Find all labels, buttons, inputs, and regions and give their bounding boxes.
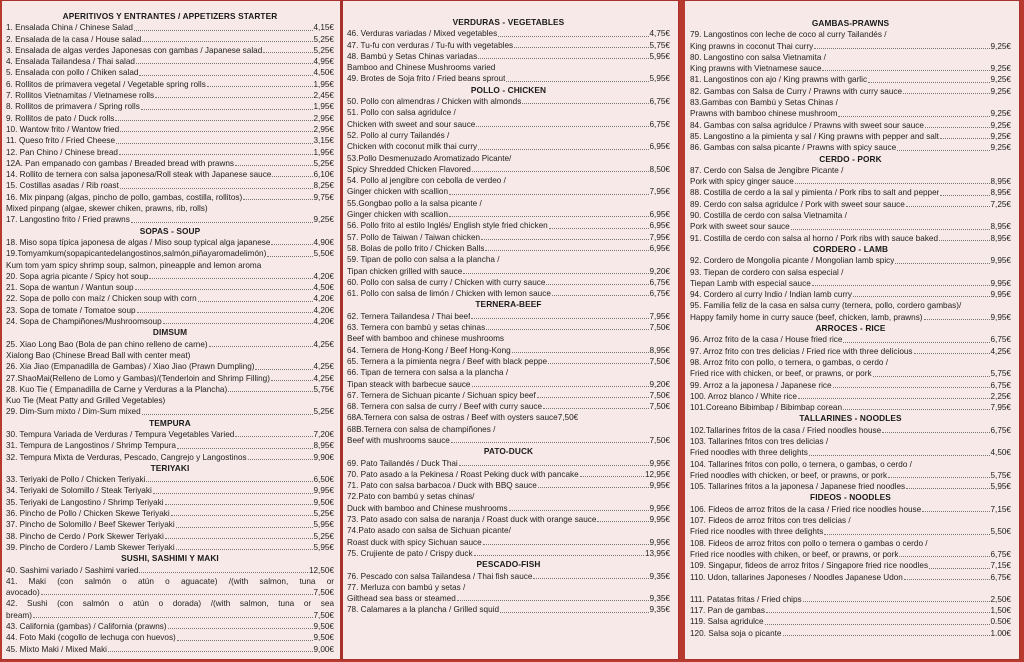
menu-item: 119. Salsa agridulce 0.50€ [690, 617, 1011, 627]
menu-item: 1. Ensalada China / Chinese Salad 4,15€ [6, 23, 334, 33]
menu-item: 8. Rollitos de primavera / Spring rolls 1,95€ [6, 102, 334, 112]
menu-item: 22. Sopa de pollo con maíz / Chicken soup with corn 4,20€ [6, 294, 334, 304]
menu-item: 96. Arroz frito de la casa / House fried rice 6,75€ [690, 335, 1011, 345]
menu-item: Gilthead sea bass or steamed 9,35€ [347, 594, 670, 604]
menu-panel-left [0, 0, 341, 660]
menu-item: 24. Sopa de Champiñones/Mushroomsoup 4,20€ [6, 317, 334, 327]
section-title-dimsum: DIMSUM [152, 327, 188, 338]
menu-item: 12A. Pan empanado con gambas / Breaded bread with prawns 5,25€ [6, 158, 334, 168]
menu-item: Ginger chicken with scallion 7,95€ [347, 187, 670, 197]
menu-item-line: 66. Tipan de ternera con salsa a la plancha / [347, 368, 509, 378]
menu-item: 14. Rollito de ternera con salsa japonesa/Roll steak with Japanese sauce 6,10€ [6, 170, 334, 180]
menu-item: 58. Bolas de pollo frito / Chicken Balls 6,95€ [347, 243, 670, 253]
menu-item: 84. Gambas con salsa agridulce / Prawns with sweet sour sauce 9,25€ [690, 120, 1011, 130]
menu-item-line: 83.Gambas con Bambú y Setas Chinas / [690, 98, 838, 108]
section-title-rice: ARROCES - RICE [815, 323, 886, 334]
section-title-chicken: POLLO - CHICKEN [470, 84, 547, 95]
section-title-teriyaki: TERIYAKI [150, 462, 190, 473]
menu-item: 36. Pincho de Pollo / Chicken Skewe Teriyaki 5,25€ [6, 509, 334, 519]
menu-item: Roast duck with spicy Sichuan sauce 9,95€ [347, 537, 670, 547]
menu-item: Tipan chicken grilled with sauce 9,20€ [347, 266, 670, 276]
menu-item: 10. Wantow frito / Wantow fried 2,95€ [6, 124, 334, 134]
menu-item: 120. Salsa soja o picante 1.00€ [690, 628, 1011, 638]
menu-item: Beef with mushrooms sauce 7,50€ [347, 435, 670, 445]
menu-item-line: 68B.Ternera con salsa de champiñones / [347, 424, 496, 434]
menu-item-note: Kum tom yam spicy shrimp soup, salmon, pineapple and lemon aroma [6, 260, 262, 270]
menu-item-note: Beef with bamboo and chinese mushrooms [347, 334, 505, 344]
menu-item: 100. Arroz blanco / White rice 2,25€ [690, 391, 1011, 401]
menu-item: 35. Teriyaki de Langostino / Shrimp Teriyaki 9,50€ [6, 497, 334, 507]
menu-item: 106. Fideos de arroz fritos de la casa / Fried rice noodles house 7,15€ [690, 504, 1011, 514]
menu-item: 4. Ensalada Tailandesa / Thai salad 4,95€ [6, 57, 334, 67]
menu-item: 12. Pan Chino / Chinese bread 1,95€ [6, 147, 334, 157]
menu-item: Happy family home in curry sauce (beef, chicken, lamb, prawns) 9,95€ [690, 312, 1011, 322]
menu-item: Pork with sweet sour sauce 8,95€ [690, 222, 1011, 232]
menu-item: 64. Ternera de Hong-Kong / Beef Hong-Kong 8,95€ [347, 345, 670, 355]
menu-item: 75. Crujiente de pato / Crispy duck 13,95€ [347, 548, 670, 558]
menu-item-line: 95. Familia feliz de la casa en salsa curry (ternera, pollo, cordero gambas)/ [690, 301, 962, 311]
menu-item: 56. Pollo frito al estilo Inglés/ English style fried chicken 6,95€ [347, 221, 670, 231]
menu-item: 101.Coreano Bibimbap / Bibimbap corean 7,95€ [690, 403, 1011, 413]
menu-item: 39. Pincho de Cordero / Lamb Skewer Teriyaki 5,95€ [6, 542, 334, 552]
menu-item: 109. Singapur, fideos de arroz fritos / Singapore fried rice noodles 7,15€ [690, 561, 1011, 571]
menu-item: Duck with bamboo and Chinese mushrooms 9,95€ [347, 503, 670, 513]
menu-item: 92. Cordero de Mongolia picante / Mongolian lamb spicy 9,95€ [690, 256, 1011, 266]
section-title-vegetables: VERDURAS - VEGETABLES [452, 17, 565, 27]
menu-item: 82. Gambas con Salsa de Curry / Prawns with curry sauce 9,25€ [690, 86, 1011, 96]
menu-item: 5. Ensalada con pollo / Chiken salad 4,50€ [6, 68, 334, 78]
menu-item: 7. Rollitos Vietnamitas / Vietnamese rolls 2,45€ [6, 91, 334, 101]
menu-item: avocado) 7,50€ [6, 588, 334, 598]
menu-item: 68A.Ternera con salsa de ostras / Beef with oysters sauce7,50€ [347, 413, 579, 423]
menu-item: 111. Patatas fritas / Fried chips 2,50€ [690, 594, 1011, 604]
menu-item: bream) 7,50€ [6, 610, 334, 620]
menu-item: 81. Langostinos con ajo / King prawns with garlic 9,25€ [690, 75, 1011, 85]
menu-item-line: 42. Sushi (con salmón o atún o dorada) /(with salmon, tuna or sea [6, 599, 334, 609]
menu-item: 57. Pollo de Taiwan / Taiwan chicken 7,95€ [347, 232, 670, 242]
menu-item: Fried noodles with three delights 4,50€ [690, 448, 1011, 458]
menu-item: 26. Xia Jiao (Empanadilla de Gambas) / Xiao Jiao (Prawn Dumpling) 4,25€ [6, 362, 334, 372]
menu-item-line: 103. Tallarines fritos con tres delicias / [690, 436, 829, 446]
menu-item: 68. Ternera con salsa de curry / Beef with curry sauce 7,50€ [347, 402, 670, 412]
section-title-duck: PATO-DUCK [483, 446, 534, 457]
menu-item: 2. Ensalada de la casa / House salad 5,25€ [6, 34, 334, 44]
menu-item-line: 72.Pato con bambú y setas chinas/ [347, 492, 475, 502]
menu-item: 76. Pescado con salsa Tailandesa / Thai fish sauce 9,35€ [347, 571, 670, 581]
menu-item: Prawns with bamboo chinese mushroom 9,25€ [690, 109, 1011, 119]
menu-item: 34. Teriyaki de Solomillo / Steak Teriyaki 9,95€ [6, 486, 334, 496]
menu-item: 89. Cerdo con salsa agridulce / Pork with sweet sour sauce 7,25€ [690, 199, 1011, 209]
menu-item: 19.Tomyamkum(sopapicantedelangostinos,salmón,piñayaromadelimón) 5,50€ [6, 249, 334, 259]
menu-item: 60. Pollo con salsa de curry / Chicken with curry sauce 6,75€ [347, 277, 670, 287]
menu-item-line: 41. Maki (con salmón o atún o aguacate) /(with salmon, tuna or [6, 576, 334, 586]
spacer [690, 583, 1011, 594]
menu-item: 18. Miso sopa típica japonesa de algas / Miso soup typical alga japanese 4,90€ [6, 237, 334, 247]
menu-item: 32. Tempura Mixta de Verduras, Pescado, Cangrejo y Langostinos 9,90€ [6, 452, 334, 462]
menu-item-line: 107. Fideos de arroz fritos con tres delicias / [690, 516, 851, 526]
section-title-fish: PESCADO-FISH [476, 559, 541, 570]
menu-item-line: 98. Arroz frito con pollo, o ternera, o gambas, o cerdo / [690, 357, 888, 367]
menu-item: 86. Gambas con salsa picante / Prawns with spicy sauce 9,25€ [690, 143, 1011, 153]
menu-item: 3. Ensalada de algas verdes Japonesas con gambas / Japanese salad 5,25€ [6, 45, 334, 55]
menu-item: Fried rice with chicken, or beef, or prawns, or pork 5,75€ [690, 369, 1011, 379]
menu-item: 117. Pan de gambas 1,50€ [690, 606, 1011, 616]
menu-item-line: 87. Cerdo con Salsa de Jengibre Picante / [690, 165, 844, 175]
menu-item: 63. Ternera con bambú y setas chinas 7,50€ [347, 323, 670, 333]
menu-item: 45. Mixto Maki / Mixed Maki 9,00€ [6, 644, 334, 654]
menu-item: 94. Cordero al curry Indio / Indian lamb curry 9,95€ [690, 290, 1011, 300]
menu-item: 69. Pato Tailandés / Duck Thai 9,95€ [347, 458, 670, 468]
menu-item-note: Bamboo and Chinese Mushrooms varied [347, 63, 496, 73]
menu-item-line: 51. Pollo con salsa agridulce / [347, 108, 456, 118]
menu-item: 43. California (gambas) / California (prawns) 9,50€ [6, 622, 334, 632]
menu-item: 85. Langostino a la pimienta y sal / King prawns with pepper and salt 9,25€ [690, 131, 1011, 141]
menu-item-line: 80. Langostino con salsa Vietnamita / [690, 52, 826, 62]
menu-item: 61. Pollo con salsa de limón / Chicken with lemon sauce 6,75€ [347, 289, 670, 299]
menu-item: 9. Rollitos de pato / Duck rolls 2,95€ [6, 113, 334, 123]
menu-item: 29. Dim-Sum mixto / Dim-Sum mixed 5,25€ [6, 407, 334, 417]
menu-item: 33. Teriyaki de Pollo / Chicken Teriyaki 6,50€ [6, 475, 334, 485]
section-title-beef: TERNERA-BEEF [475, 299, 542, 310]
menu-item: 65. Ternera a la pimienta negra / Beef with black peppe 7,50€ [347, 356, 670, 366]
menu-item: 78. Calamares a la plancha / Grilled squid 9,35€ [347, 605, 670, 615]
menu-item: 99. Arroz a la japonesa / Japanese rice 6,75€ [690, 380, 1011, 390]
section-title-sushi: SUSHI, SASHIMI Y MAKI [121, 553, 219, 564]
menu-item: 105. Tallarines fritos a la japonesa / Japanese fried noodles 5,95€ [690, 482, 1011, 492]
menu-item: 44. Foto Maki (cogollo de lechuga con huevos) 9,50€ [6, 633, 334, 643]
menu-item: 37. Pincho de Solomillo / Beef Skewer Teriyaki 5,95€ [6, 520, 334, 530]
menu-item: 97. Arroz frito con tres delicias / Fried rice with three delicious 4,25€ [690, 346, 1011, 356]
menu-item-note: Kuo Tie (Meat Patty and Grilled Vegetables) [6, 396, 166, 406]
menu-item: Tipan steack with barbecue sauce 9,20€ [347, 379, 670, 389]
menu-item: 71. Pato con salsa barbacoa / Duck with BBQ sauce 9,95€ [347, 481, 670, 491]
section-title-rice-noodles: FIDEOS - NOODLES [810, 492, 891, 503]
menu-item: Pork with spicy ginger sauce 8,95€ [690, 177, 1011, 187]
menu-item: 88. Costilla de cerdo a la sal y pimienta / Pork ribs to salt and pepper 8,95€ [690, 188, 1011, 198]
menu-item-line: 79. Langostinos con leche de coco al curry Tailandés / [690, 30, 887, 40]
menu-item: Chicken with sweet and sour sauce 6,75€ [347, 119, 670, 129]
menu-item-line: 53.Pollo Desmenuzado Aromatizado Picante/ [347, 153, 512, 163]
menu-item-line: 74.Pato asado con salsa de Sichuan picante/ [347, 526, 511, 536]
menu-item: 46. Verduras variadas / Mixed vegetables 4,75€ [347, 29, 670, 39]
menu-item-line: 90. Costilla de cerdo con salsa Vietnamita / [690, 211, 847, 221]
menu-item: 20. Sopa agria picante / Spicy hot soup 4,20€ [6, 271, 334, 281]
menu-panel-right [682, 0, 1020, 660]
section-title-noodles: TALLARINES - NOODLES [799, 413, 902, 424]
menu-item: 49. Brotes de Soja frito / Fried beans sprout 5,95€ [347, 74, 670, 84]
menu-item-line: 108. Fideos de arroz fritos con pollo o ternera o gambas o cerdo / [690, 538, 928, 548]
menu-item: Ginger chicken with scallion 6,95€ [347, 210, 670, 220]
menu-item: Fried noodles with chicken, or beef, or prawns, or pork 5,75€ [690, 470, 1011, 480]
menu-item: Spicy Shredded Chicken Flavored 8,50€ [347, 164, 670, 174]
menu-item: 28. Kuo Tie ( Empanadilla de Carne y Verduras a la Plancha) 5,75€ [6, 384, 334, 394]
section-title-appetizers: APERITIVOS Y ENTRANTES / APPETIZERS STARTER [62, 11, 278, 21]
menu-item: 47. Tu-fu con verduras / Tu-fu with vegetables 5,75€ [347, 40, 670, 50]
menu-item: 25. Xiao Long Bao (Bola de pan chino relleno de carne) 4,25€ [6, 339, 334, 349]
menu-item-line: 59. Tipan de pollo con salsa a la plancha / [347, 255, 500, 265]
menu-panel-middle [341, 0, 679, 660]
menu-item: 15. Costillas asadas / Rib roast 8,25€ [6, 181, 334, 191]
menu-item: 16. Mix pinpang (algas, pincho de pollo, gambas, costilla, rollitos) 9,75€ [6, 192, 334, 202]
menu-item-line: 55.Gongbao pollo a la salsa picante / [347, 198, 482, 208]
menu-item: 6. Rollitos de primavera vegetal / Vegetable spring rolls 1,95€ [6, 79, 334, 89]
menu-item-line: 104. Tallarines fritos con pollo, o ternera, o gambas, o cerdo / [690, 459, 912, 469]
menu-item: 48. Bambú y Setas Chinas variadas 5,95€ [347, 51, 670, 61]
menu-item: 40. Sashimi variado / Sashimi varied 12,50€ [6, 565, 334, 575]
menu-item: 11. Queso frito / Fried Cheese 3,15€ [6, 136, 334, 146]
menu-item: 50. Pollo con almendras / Chicken with almonds 6,75€ [347, 97, 670, 107]
menu-item-line: 77. Merluza con bambú y setas / [347, 582, 466, 592]
menu-item: 67. Ternera de Sichuan picante / Sichuan spicy beef 7,50€ [347, 390, 670, 400]
menu-item: Fried rice noodles with three delights 5,50€ [690, 527, 1011, 537]
menu-item: Tiepan Lamb with especial sauce 9,95€ [690, 278, 1011, 288]
menu-item: Chicken with coconut milk thai curry 6,95€ [347, 142, 670, 152]
menu-item: 102.Tallarines fritos de la casa / Fried noodles house 6,75€ [690, 425, 1011, 435]
section-title-lamb: CORDERO - LAMB [812, 243, 889, 254]
menu-item: 38. Pincho de Cerdo / Pork Skewer Teriyaki 5,25€ [6, 531, 334, 541]
menu-item: King prawns with Vietnamese sauce 9,25€ [690, 64, 1011, 74]
menu-item: King prawns in coconut Thai curry 9,25€ [690, 41, 1011, 51]
menu-item: 27.ShaoMai(Relleno de Lomo y Gambas)/(Tenderloin and Shrimp Filling) 4,25€ [6, 373, 334, 383]
menu-item: 110. Udon, tallarines Japoneses / Noodles Japanese Udon 6,75€ [690, 572, 1011, 582]
menu-item: 21. Sopa de wantun / Wantun soup 4,50€ [6, 283, 334, 293]
menu-item: 23. Sopa de tomate / Tomatoe soup 4,20€ [6, 305, 334, 315]
menu-item: 17. Langostino frito / Fried prawns 9,25€ [6, 215, 334, 225]
menu-item-line: 93. Tiepan de cordero con salsa especial / [690, 267, 844, 277]
section-title-soups: SOPAS - SOUP [139, 225, 201, 236]
menu-item: 70. Pato asado a la Pekinesa / Roast Peking duck with pancake 12,95€ [347, 469, 670, 479]
section-title-prawns: GAMBAS-PRAWNS [811, 18, 890, 28]
menu-item: 91. Costilla de cerdo con salsa al horno / Pork ribs with sauce baked 8,95€ [690, 233, 1011, 243]
menu-item-note: Xialong Bao (Chinese Bread Ball with center meat) [6, 350, 191, 360]
menu-item: Fried rice noodles with chiken, or beef, or prawns, or pork 6,75€ [690, 549, 1011, 559]
menu-item-line: 52. Pollo al curry Tailandés / [347, 130, 450, 140]
menu-item-line: 54. Pollo al jengibre con cebolla de verdeo / [347, 176, 506, 186]
menu-item: 62. Ternera Tailandesa / Thai beef 7,95€ [347, 311, 670, 321]
menu-item: 30. Tempura Variada de Verduras / Tempura Vegetables Varied 7,20€ [6, 429, 334, 439]
section-title-tempura: TEMPURA [149, 417, 191, 428]
menu-item: 31. Tempura de Langostinos / Shrimp Tempura 8,95€ [6, 441, 334, 451]
menu-item-note: Mixed pinpang (algae, skewer chiken, prawns, rib, rolls) [6, 204, 208, 214]
section-title-pork: CERDO - PORK [819, 153, 882, 164]
menu-item: 73. Pato asado con salsa de naranja / Roast duck with orange sauce 9,95€ [347, 515, 670, 525]
